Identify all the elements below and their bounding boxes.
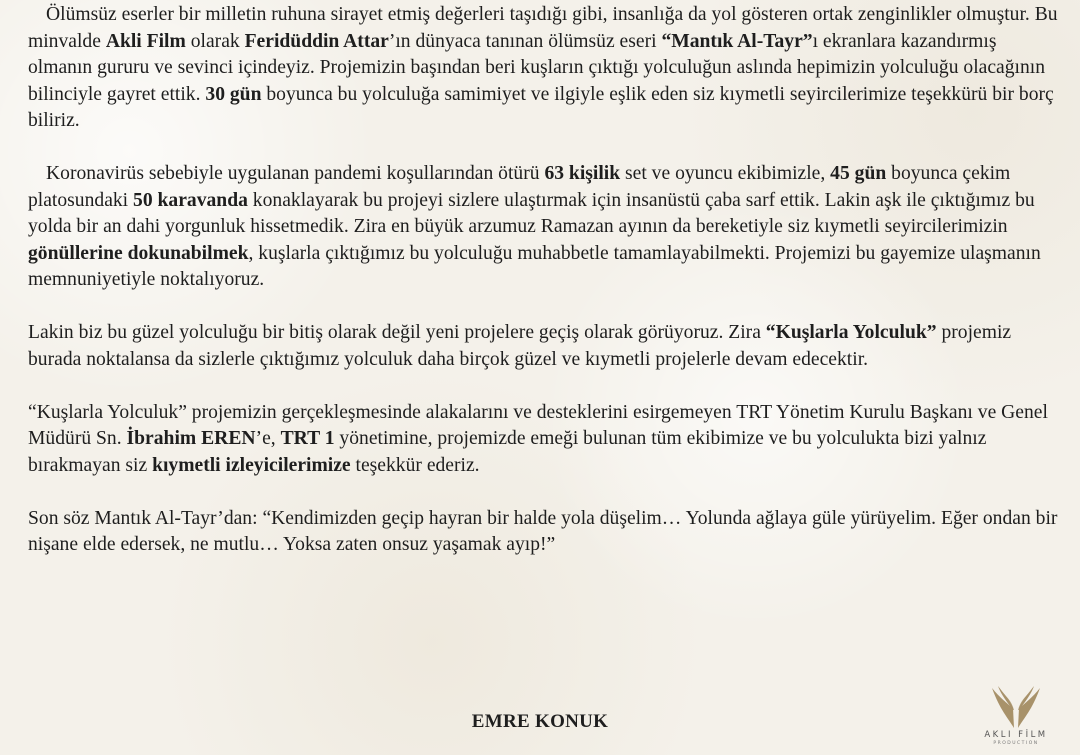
p2-bold-63: 63 kişilik (544, 163, 621, 184)
logo-subtitle: PRODUCTION (993, 741, 1039, 746)
p1-bold-30-gun: 30 gün (205, 83, 262, 105)
p2-text-2: set ve oyuncu ekibimizle, (620, 163, 831, 184)
p2-text-4: konaklayarak bu projeyi sizlere ulaştırmak için insanüstü çaba sarf ettik. Lakin aşk ile çıktığımız bu yolda bir an dahi yorgunluk hissetmedik. Zira en büyük arzumuz Ramazan ayının da bereketiyle siz kıymetli seyircilerimizin (28, 189, 1035, 237)
paragraph-5 (28, 506, 1058, 559)
p2-bold-gonul: gönüllerine dokunabilmek (28, 242, 249, 264)
p2-text-3: boyunca çekim platosundaki (28, 163, 1011, 211)
signature: EMRE KONUK (471, 711, 609, 732)
p3-text-2: projemiz burada noktalansa da sizlerle çıktığımız yolculuk daha birçok güzel ve kıymetli projelerle devam edecektir. (28, 322, 1012, 370)
paragraph-2 (28, 161, 1058, 294)
p2-bold-50: 50 karavanda (133, 189, 248, 211)
p1-text-1: Ölümsüz eserler bir milletin ruhuna sirayet etmiş değerleri taşıdığı gibi, insanlığa da yol gösteren ortak zenginlikler olmuştur. Bu minvalde (28, 4, 1058, 52)
logo-name: AKLI FİLM (984, 730, 1048, 740)
p4-text-3: yönetimine, projemizde emeği bulunan tüm ekibimize ve bu yolculukta bizi yalnız bırakmayan siz (28, 428, 987, 476)
wings-logo-icon (990, 684, 1042, 730)
p1-bold-akli-film: Akli Film (105, 30, 186, 52)
p4-text-4: teşekkür ederiz. (350, 454, 480, 476)
p4-text-2: ’e, (255, 428, 281, 449)
p2-text-5: , kuşlarla çıktığımız bu yolculuğu muhabbetle tamamlayabilmekti. Projemizi bu gayemize ulaşmanın memnuniyetiyle noktalıyoruz. (28, 242, 1041, 290)
p4-bold-trt1: TRT 1 (280, 428, 335, 449)
p2-text-1: Koronavirüs sebebiyle uygulanan pandemi koşullarından ötürü (46, 163, 545, 184)
letter-body (28, 2, 1058, 559)
p4-bold-eren: İbrahim EREN (126, 428, 256, 449)
paragraph-4 (28, 400, 1058, 480)
p1-text-4: ı ekranlara kazandırmış olmanın gururu ve sevinci içindeyiz. Projemizin başından beri kuşların çıktığı yolculuğun aslında hepimizin yolculuğu olacağının bilinciyle gayret ettik. (28, 30, 1046, 105)
p1-bold-mantik: “Mantık Al-Tayr” (661, 30, 813, 52)
paragraph-1 (28, 2, 1058, 135)
p3-text-1: Lakin biz bu güzel yolculuğu bir bitiş olarak değil yeni projelere geçiş olarak görüyoruz. Zira (28, 322, 766, 343)
p1-text-2: olarak (185, 30, 245, 52)
p4-bold-izleyici: kıymetli izleyicilerimize (152, 454, 351, 476)
p1-text-5: boyunca bu yolculuğa samimiyet ve ilgiyle eşlik eden siz kıymetli seyircilerimize teşekkürü bir borç biliriz. (28, 83, 1054, 131)
p2-bold-45: 45 gün (830, 163, 887, 184)
akli-film-logo (972, 684, 1060, 750)
paragraph-3 (28, 320, 1058, 373)
p1-bold-attar: Feridüddin Attar (244, 30, 389, 52)
p3-bold-kuslarla: “Kuşlarla Yolculuk” (765, 322, 937, 343)
p5-text-1: Son söz Mantık Al-Tayr’dan: “Kendimizden geçip hayran bir halde yola düşelim… Yolunda ağlaya güle yürüyelim. Eğer ondan bir nişane elde edersek, ne mutlu… Yoksa zaten onsuz yaşamak ayıp!” (28, 507, 1058, 555)
p1-text-3: ’ın dünyaca tanınan ölümsüz eseri (388, 30, 662, 52)
p4-text-1: “Kuşlarla Yolculuk” projemizin gerçekleşmesinde alakalarını ve desteklerini esirgemeyen TRT Yönetim Kurulu Başkanı ve Genel Müdürü Sn. (28, 401, 1048, 449)
